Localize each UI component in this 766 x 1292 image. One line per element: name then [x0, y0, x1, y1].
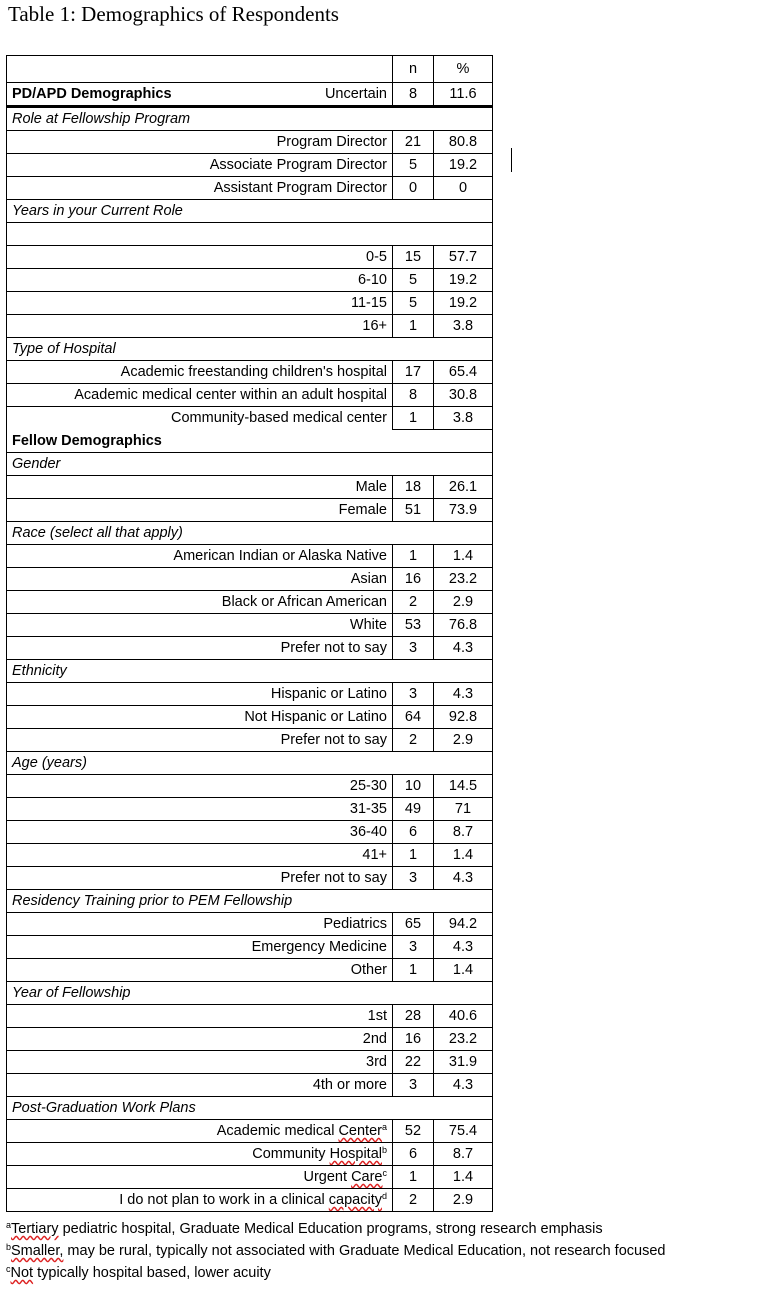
uncertain-pct: 11.6 [434, 83, 493, 107]
row-label: Academic medical center within an adult hospital [7, 384, 393, 407]
header-blank-cell [7, 56, 393, 83]
row-pct: 1.4 [434, 545, 493, 568]
row-pct: 40.6 [434, 1005, 493, 1028]
row-n: 1 [393, 844, 434, 867]
row-pct: 4.3 [434, 683, 493, 706]
row-label: 6-10 [7, 269, 393, 292]
section-title: Type of Hospital [7, 338, 493, 361]
section-row [7, 338, 493, 361]
table-row [7, 1143, 493, 1166]
row-pct: 1.4 [434, 844, 493, 867]
pd-group-row [7, 83, 493, 107]
row-label: Community-based medical center [7, 407, 393, 430]
table-row [7, 1166, 493, 1189]
row-label: Pediatrics [7, 913, 393, 936]
section-title: Race (select all that apply) [7, 522, 493, 545]
table-row [7, 706, 493, 729]
row-pct: 8.7 [434, 821, 493, 844]
row-pct: 1.4 [434, 959, 493, 982]
row-n: 16 [393, 1028, 434, 1051]
footnote-word: Not [10, 1265, 34, 1281]
section-title: Role at Fellowship Program [7, 107, 493, 131]
row-n: 1 [393, 959, 434, 982]
section-row [7, 890, 493, 913]
row-label-text: Urgent [303, 1169, 352, 1185]
row-n: 16 [393, 568, 434, 591]
row-label: 0-5 [7, 246, 393, 269]
row-label: Female [7, 499, 393, 522]
table-row [7, 476, 493, 499]
row-n: 6 [393, 1143, 434, 1166]
row-pct: 19.2 [434, 269, 493, 292]
row-n: 5 [393, 269, 434, 292]
footnote-marker: b [6, 1242, 12, 1252]
table-row [7, 821, 493, 844]
row-label: Assistant Program Director [7, 177, 393, 200]
row-pct: 73.9 [434, 499, 493, 522]
row-label: Asian [7, 568, 393, 591]
table-row [7, 683, 493, 706]
header-pct: % [434, 56, 493, 83]
section-row [7, 522, 493, 545]
header-row [7, 56, 493, 83]
section-row [7, 200, 493, 223]
table-row [7, 1074, 493, 1097]
header-n: n [393, 56, 434, 83]
row-n: 64 [393, 706, 434, 729]
row-n: 15 [393, 246, 434, 269]
table-row [7, 246, 493, 269]
footnote-word: Smaller, [11, 1243, 64, 1259]
row-n: 3 [393, 867, 434, 890]
footnote-marker: c [6, 1264, 11, 1274]
table-row [7, 1028, 493, 1051]
table-row [7, 798, 493, 821]
row-label-word: Hospital [329, 1146, 382, 1162]
row-n: 21 [393, 131, 434, 154]
row-label: Hispanic or Latino [7, 683, 393, 706]
table-row [7, 384, 493, 407]
row-n: 5 [393, 154, 434, 177]
row-n: 6 [393, 821, 434, 844]
table-row [7, 729, 493, 752]
footnote [6, 1221, 603, 1237]
row-label-text: I do not plan to work in a clinical [119, 1192, 329, 1208]
demographics-table [6, 55, 493, 1212]
row-n: 3 [393, 637, 434, 660]
row-n: 18 [393, 476, 434, 499]
fellow-group-heading: Fellow Demographics [7, 430, 493, 453]
row-pct: 23.2 [434, 568, 493, 591]
table-row [7, 1189, 493, 1212]
section-title: Post-Graduation Work Plans [7, 1097, 493, 1120]
pd-group-heading: PD/APD Demographics [12, 86, 172, 102]
row-n: 17 [393, 361, 434, 384]
row-pct: 26.1 [434, 476, 493, 499]
row-pct: 4.3 [434, 1074, 493, 1097]
footnote-word: Tertiary [11, 1221, 59, 1237]
row-label [7, 1166, 393, 1189]
table-row [7, 292, 493, 315]
row-label [7, 1143, 393, 1166]
table-row [7, 1005, 493, 1028]
row-pct: 8.7 [434, 1143, 493, 1166]
footnote-marker: d [381, 1191, 387, 1201]
row-n: 49 [393, 798, 434, 821]
row-n: 2 [393, 1189, 434, 1212]
row-n: 53 [393, 614, 434, 637]
row-n: 3 [393, 1074, 434, 1097]
row-pct: 3.8 [434, 315, 493, 338]
row-label: 11-15 [7, 292, 393, 315]
table-row [7, 545, 493, 568]
row-label: American Indian or Alaska Native [7, 545, 393, 568]
row-pct: 23.2 [434, 1028, 493, 1051]
table-row [7, 269, 493, 292]
table-row [7, 637, 493, 660]
section-row [7, 752, 493, 775]
row-label: 2nd [7, 1028, 393, 1051]
fellow-group-row [7, 430, 493, 453]
row-label: Associate Program Director [7, 154, 393, 177]
row-label: Emergency Medicine [7, 936, 393, 959]
row-label: 36-40 [7, 821, 393, 844]
footnote-text: typically hospital based, lower acuity [33, 1265, 271, 1281]
row-pct: 57.7 [434, 246, 493, 269]
row-label: 1st [7, 1005, 393, 1028]
row-n: 5 [393, 292, 434, 315]
row-label: 25-30 [7, 775, 393, 798]
table-row [7, 154, 493, 177]
row-pct: 71 [434, 798, 493, 821]
section-title: Age (years) [7, 752, 493, 775]
row-n: 10 [393, 775, 434, 798]
text-cursor [511, 148, 512, 172]
footnote-marker: b [381, 1145, 387, 1155]
uncertain-label: Uncertain [324, 86, 387, 102]
table-row [7, 591, 493, 614]
table-row [7, 177, 493, 200]
row-label [7, 1189, 393, 1212]
footnote-marker: a [381, 1122, 387, 1132]
table-row [7, 913, 493, 936]
blank-row [7, 223, 493, 246]
section-title: Ethnicity [7, 660, 493, 683]
table-row [7, 361, 493, 384]
row-pct: 14.5 [434, 775, 493, 798]
row-pct: 1.4 [434, 1166, 493, 1189]
row-label-word: Care [351, 1169, 383, 1185]
footnote-text: pediatric hospital, Graduate Medical Education programs, strong research emphasis [58, 1221, 603, 1237]
table-row [7, 614, 493, 637]
table-row [7, 131, 493, 154]
footnote [6, 1243, 665, 1259]
row-pct: 0 [434, 177, 493, 200]
row-pct: 2.9 [434, 729, 493, 752]
section-title: Residency Training prior to PEM Fellowship [7, 890, 493, 913]
row-label: White [7, 614, 393, 637]
row-label-word: capacity [328, 1192, 382, 1208]
table-row [7, 499, 493, 522]
row-pct: 80.8 [434, 131, 493, 154]
row-pct: 2.9 [434, 591, 493, 614]
row-n: 65 [393, 913, 434, 936]
row-pct: 4.3 [434, 936, 493, 959]
table-row [7, 844, 493, 867]
footnote-marker: c [382, 1168, 387, 1178]
row-label: 41+ [7, 844, 393, 867]
row-label-text: Community [252, 1146, 330, 1162]
row-pct: 19.2 [434, 154, 493, 177]
table-row [7, 568, 493, 591]
row-pct: 4.3 [434, 867, 493, 890]
row-pct: 65.4 [434, 361, 493, 384]
section-row [7, 107, 493, 131]
row-n: 22 [393, 1051, 434, 1074]
row-n: 1 [393, 315, 434, 338]
table-row [7, 1120, 493, 1143]
row-label: Not Hispanic or Latino [7, 706, 393, 729]
row-label: Black or African American [7, 591, 393, 614]
blank-cell [7, 223, 493, 246]
row-label: Academic freestanding children's hospital [7, 361, 393, 384]
row-pct: 76.8 [434, 614, 493, 637]
table-row [7, 959, 493, 982]
footnote [6, 1265, 271, 1281]
table-row [7, 1051, 493, 1074]
row-pct: 75.4 [434, 1120, 493, 1143]
row-pct: 19.2 [434, 292, 493, 315]
table-row [7, 867, 493, 890]
row-label-word: Center [338, 1123, 382, 1139]
row-n: 2 [393, 729, 434, 752]
row-label: 16+ [7, 315, 393, 338]
footnote-text: may be rural, typically not associated with Graduate Medical Education, not research focused [63, 1243, 666, 1259]
row-n: 28 [393, 1005, 434, 1028]
row-pct: 92.8 [434, 706, 493, 729]
row-label: 3rd [7, 1051, 393, 1074]
row-n: 1 [393, 407, 434, 430]
section-row [7, 660, 493, 683]
row-n: 1 [393, 1166, 434, 1189]
row-label: 31-35 [7, 798, 393, 821]
table-row [7, 315, 493, 338]
row-label: Program Director [7, 131, 393, 154]
section-row [7, 1097, 493, 1120]
row-pct: 30.8 [434, 384, 493, 407]
row-pct: 31.9 [434, 1051, 493, 1074]
row-n: 0 [393, 177, 434, 200]
row-pct: 94.2 [434, 913, 493, 936]
section-row [7, 982, 493, 1005]
table-row [7, 775, 493, 798]
row-n: 3 [393, 683, 434, 706]
row-n: 3 [393, 936, 434, 959]
section-title: Years in your Current Role [7, 200, 493, 223]
row-label: 4th or more [7, 1074, 393, 1097]
section-row [7, 453, 493, 476]
section-title: Gender [7, 453, 493, 476]
row-label-text: Academic medical [216, 1123, 339, 1139]
section-title: Year of Fellowship [7, 982, 493, 1005]
table-row [7, 936, 493, 959]
table-body [7, 56, 493, 1212]
table-row [7, 407, 493, 430]
row-n: 2 [393, 591, 434, 614]
uncertain-n: 8 [393, 83, 434, 107]
row-pct: 4.3 [434, 637, 493, 660]
row-pct: 2.9 [434, 1189, 493, 1212]
row-n: 51 [393, 499, 434, 522]
row-n: 8 [393, 384, 434, 407]
row-label [7, 1120, 393, 1143]
table-title: Table 1: Demographics of Respondents [8, 2, 339, 26]
footnote-marker: a [6, 1220, 12, 1230]
row-label: Prefer not to say [7, 729, 393, 752]
row-n: 1 [393, 545, 434, 568]
row-label: Other [7, 959, 393, 982]
row-label: Prefer not to say [7, 867, 393, 890]
row-n: 52 [393, 1120, 434, 1143]
row-pct: 3.8 [434, 407, 493, 430]
row-label: Prefer not to say [7, 637, 393, 660]
row-label: Male [7, 476, 393, 499]
